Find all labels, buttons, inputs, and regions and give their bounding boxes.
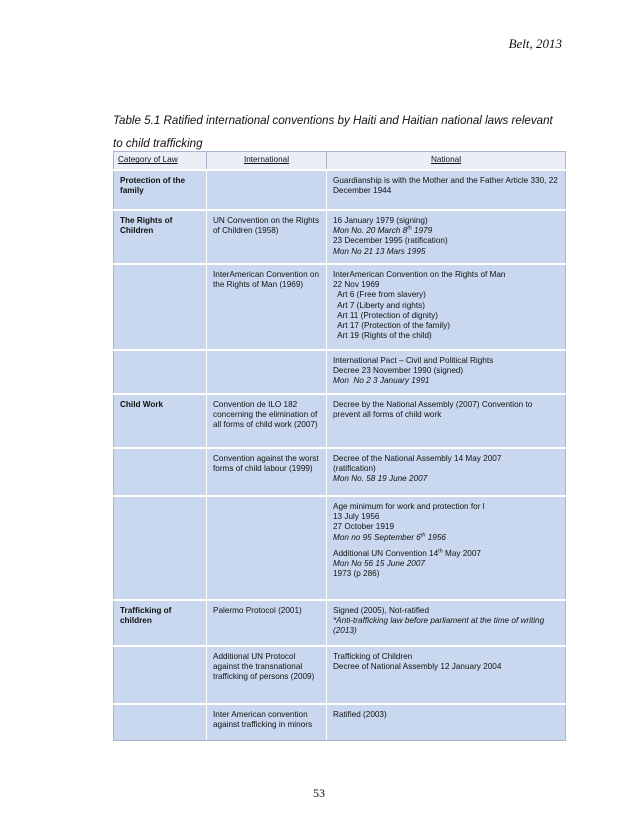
national-line: Art 17 (Protection of the family) xyxy=(333,321,450,331)
category-cell xyxy=(114,646,207,704)
table-row xyxy=(114,448,566,496)
column-header-category: Category of Law xyxy=(114,152,207,171)
table-row xyxy=(114,350,566,394)
table-header-row xyxy=(114,152,566,171)
national-cell xyxy=(327,646,566,704)
national-line: 23 December 1995 (ratification) xyxy=(333,236,448,246)
national-cell xyxy=(327,210,566,264)
category-cell xyxy=(114,350,207,394)
national-line: Mon No. 58 19 June 2007 xyxy=(333,474,428,484)
national-line: (ratification) xyxy=(333,464,376,474)
national-cell xyxy=(327,448,566,496)
column-header-national: National xyxy=(327,152,566,171)
national-line: 16 January 1979 (signing) xyxy=(333,216,428,225)
national-line: Age minimum for work and protection for l xyxy=(333,502,485,511)
national-line: Art 19 (Rights of the child) xyxy=(333,331,432,341)
international-cell xyxy=(207,350,327,394)
international-cell: InterAmerican Convention on the Rights of Man (1969) xyxy=(207,264,327,350)
international-cell: Palermo Protocol (2001) xyxy=(207,600,327,646)
international-cell xyxy=(207,170,327,210)
national-cell: Ratified (2003) xyxy=(327,704,566,740)
category-cell: Trafficking of children xyxy=(114,600,207,646)
national-line: Mon No 56 15 June 2007 xyxy=(333,559,425,569)
national-line: InterAmerican Convention on the Rights of Man xyxy=(333,270,506,279)
national-line: Mon No 2 3 January 1991 xyxy=(333,376,430,386)
national-line: *Anti-trafficking law before parliament at the time of writing (2013) xyxy=(333,616,545,636)
national-line: Signed (2005), Not-ratified xyxy=(333,606,430,615)
national-line: Decree of National Assembly 12 January 2004 xyxy=(333,662,502,672)
table-row xyxy=(114,210,566,264)
category-cell xyxy=(114,704,207,740)
column-header-international: International xyxy=(207,152,327,171)
category-cell xyxy=(114,264,207,350)
national-line: 22 Nov 1969 xyxy=(333,280,380,290)
national-line: Additional UN Convention 14th May 2007 xyxy=(333,548,481,558)
national-line: 1973 (p 286) xyxy=(333,569,380,579)
category-cell: Protection of the family xyxy=(114,170,207,210)
international-cell: Inter American convention against trafficking in minors xyxy=(207,704,327,740)
table-caption: Table 5.1 Ratified international conventions by Haiti and Haitian national laws relevant to child trafficking xyxy=(113,114,553,150)
category-cell: Child Work xyxy=(114,394,207,448)
national-cell: Guardianship is with the Mother and the Father Article 330, 22 December 1944 xyxy=(327,170,566,210)
conventions-table xyxy=(113,151,566,741)
table-row xyxy=(114,264,566,350)
international-cell: Convention against the worst forms of child labour (1999) xyxy=(207,448,327,496)
national-line: Art 11 (Protection of dignity) xyxy=(333,310,438,320)
page-number: 53 xyxy=(313,786,325,800)
national-line: Mon no 95 September 6th 1956 xyxy=(333,531,446,542)
table-row xyxy=(114,646,566,704)
national-cell xyxy=(327,600,566,646)
national-cell xyxy=(327,350,566,394)
national-line: International Pact – Civil and Political Rights xyxy=(333,356,494,365)
table-row xyxy=(114,170,566,210)
national-line: Trafficking of Children xyxy=(333,652,413,661)
category-cell: The Rights of Children xyxy=(114,210,207,264)
international-cell xyxy=(207,496,327,600)
national-cell xyxy=(327,264,566,350)
category-cell xyxy=(114,496,207,600)
international-cell: UN Convention on the Rights of Children (1958) xyxy=(207,210,327,264)
table-row xyxy=(114,704,566,740)
international-cell: Additional UN Protocol against the transnational trafficking of persons (2009) xyxy=(207,646,327,704)
running-header: Belt, 2013 xyxy=(508,36,562,51)
national-line: Decree 23 November 1990 (signed) xyxy=(333,366,464,376)
table-row xyxy=(114,394,566,448)
national-line: 27 October 1919 xyxy=(333,522,394,532)
national-cell xyxy=(327,496,566,600)
national-line: Mon No 21 13 Mars 1995 xyxy=(333,246,426,256)
national-cell: Decree by the National Assembly (2007) Convention to prevent all forms of child work xyxy=(327,394,566,448)
category-cell xyxy=(114,448,207,496)
national-line: Mon No. 20 March 8th 1979 xyxy=(333,225,433,236)
national-line: 13 July 1956 xyxy=(333,512,380,522)
national-line: Decree of the National Assembly 14 May 2007 xyxy=(333,454,502,463)
table-row xyxy=(114,496,566,600)
national-line: Art 6 (Free from slavery) xyxy=(333,290,426,300)
national-line: Art 7 (Liberty and rights) xyxy=(333,300,425,310)
table-row xyxy=(114,600,566,646)
international-cell: Convention de ILO 182 concerning the elimination of all forms of child work (2007) xyxy=(207,394,327,448)
